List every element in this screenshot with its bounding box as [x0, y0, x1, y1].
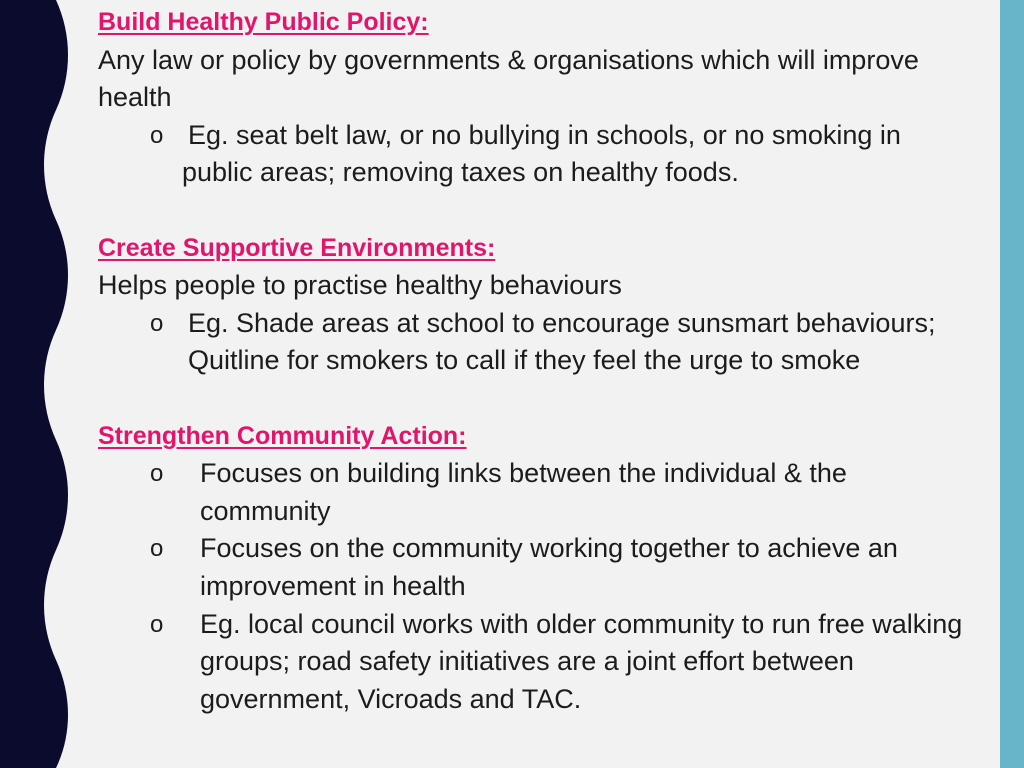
section-build-healthy-public-policy — [98, 4, 978, 192]
section-description: Helps people to practise healthy behaviours — [98, 270, 622, 301]
bullet-marker: o — [150, 121, 164, 149]
bullet-text: Focuses on building links between the individual & the community — [200, 458, 847, 526]
list-item — [98, 606, 978, 719]
section-strengthen-community-action — [98, 418, 978, 719]
bullet-text: Focuses on the community working together to achieve an improvement in health — [200, 533, 898, 601]
list-item — [98, 455, 978, 530]
bullet-text: Eg. seat belt law, or no bullying in schools, or no smoking in public areas; removing taxes on healthy foods. — [182, 119, 901, 188]
bullet-text: Eg. local council works with older community to run free walking groups; road safety initiatives are a joint effort between government, Vicroads and TAC. — [200, 608, 963, 714]
bullet-marker: o — [150, 610, 164, 638]
section-description: Any law or policy by governments & organisations which will improve health — [98, 44, 919, 113]
bullet-list — [98, 455, 978, 718]
right-accent-bar — [1000, 0, 1024, 768]
bullet-list — [98, 117, 978, 192]
bullet-marker: o — [150, 309, 164, 337]
list-item — [98, 530, 978, 605]
bullet-list — [98, 305, 978, 380]
section-heading: Create Supportive Environments: — [98, 233, 496, 262]
bullet-marker: o — [150, 460, 164, 488]
list-item — [98, 305, 978, 380]
section-create-supportive-environments — [98, 230, 978, 380]
section-heading: Strengthen Community Action: — [98, 421, 467, 450]
left-wave-decoration — [0, 0, 90, 768]
bullet-marker: o — [150, 535, 164, 563]
content-area — [98, 4, 978, 718]
section-heading: Build Healthy Public Policy: — [98, 8, 429, 36]
list-item — [98, 117, 978, 192]
bullet-text: Eg. Shade areas at school to encourage sunsmart behaviours; Quitline for smokers to call if they feel the urge to smoke — [188, 307, 936, 376]
